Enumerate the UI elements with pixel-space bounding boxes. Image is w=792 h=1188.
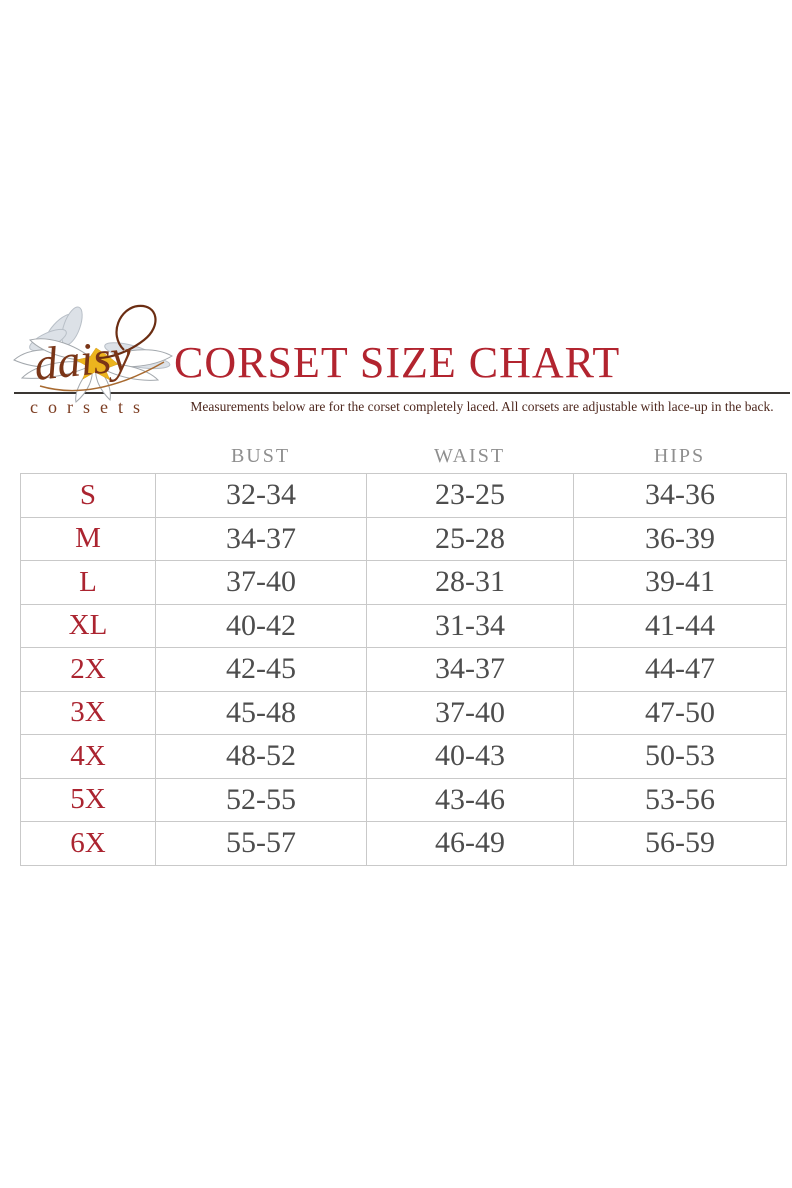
bust-value: 32-34	[156, 474, 367, 518]
size-table-body	[21, 474, 787, 866]
column-header-bust: BUST	[230, 444, 291, 467]
bust-value: 40-42	[156, 604, 367, 648]
waist-value: 37-40	[367, 691, 574, 735]
waist-value: 28-31	[367, 561, 574, 605]
size-label: 5X	[21, 778, 156, 822]
bust-value: 34-37	[156, 517, 367, 561]
table-row	[21, 517, 787, 561]
hips-value: 44-47	[574, 648, 787, 692]
column-header-waist: WAIST	[433, 444, 506, 467]
column-headers	[20, 442, 786, 470]
daisy-flower-icon	[12, 300, 177, 404]
waist-value: 25-28	[367, 517, 574, 561]
size-label: S	[21, 474, 156, 518]
table-row	[21, 474, 787, 518]
page-title: CORSET SIZE CHART	[174, 338, 621, 387]
bust-value: 48-52	[156, 735, 367, 779]
table-row	[21, 822, 787, 866]
bust-value: 45-48	[156, 691, 367, 735]
size-column-spacer	[20, 442, 155, 470]
table-row	[21, 735, 787, 779]
logo-script-text: daisy	[31, 329, 134, 390]
waist-value: 43-46	[367, 778, 574, 822]
table-row	[21, 691, 787, 735]
subtitle: Measurements below are for the corset completely laced. All corsets are adjustable with lace-up in the back.	[190, 399, 774, 414]
size-label: 6X	[21, 822, 156, 866]
brand-logo	[12, 300, 177, 404]
bust-value: 55-57	[156, 822, 367, 866]
waist-value: 23-25	[367, 474, 574, 518]
bust-value: 42-45	[156, 648, 367, 692]
hips-value: 39-41	[574, 561, 787, 605]
hips-value: 56-59	[574, 822, 787, 866]
hips-value: 34-36	[574, 474, 787, 518]
table-row	[21, 604, 787, 648]
size-label: 3X	[21, 691, 156, 735]
waist-value: 46-49	[367, 822, 574, 866]
bust-value: 52-55	[156, 778, 367, 822]
hips-value: 53-56	[574, 778, 787, 822]
size-label: 2X	[21, 648, 156, 692]
table-row	[21, 561, 787, 605]
waist-value: 40-43	[367, 735, 574, 779]
table-row	[21, 648, 787, 692]
column-header-hips: HIPS	[653, 444, 706, 467]
logo-corsets-text: corsets	[30, 397, 150, 417]
size-label: L	[21, 561, 156, 605]
hips-value: 36-39	[574, 517, 787, 561]
hips-value: 41-44	[574, 604, 787, 648]
size-label: 4X	[21, 735, 156, 779]
size-label: M	[21, 517, 156, 561]
waist-value: 31-34	[367, 604, 574, 648]
size-label: XL	[21, 604, 156, 648]
waist-value: 34-37	[367, 648, 574, 692]
size-table	[20, 473, 787, 866]
hips-value: 50-53	[574, 735, 787, 779]
hips-value: 47-50	[574, 691, 787, 735]
table-row	[21, 778, 787, 822]
bust-value: 37-40	[156, 561, 367, 605]
